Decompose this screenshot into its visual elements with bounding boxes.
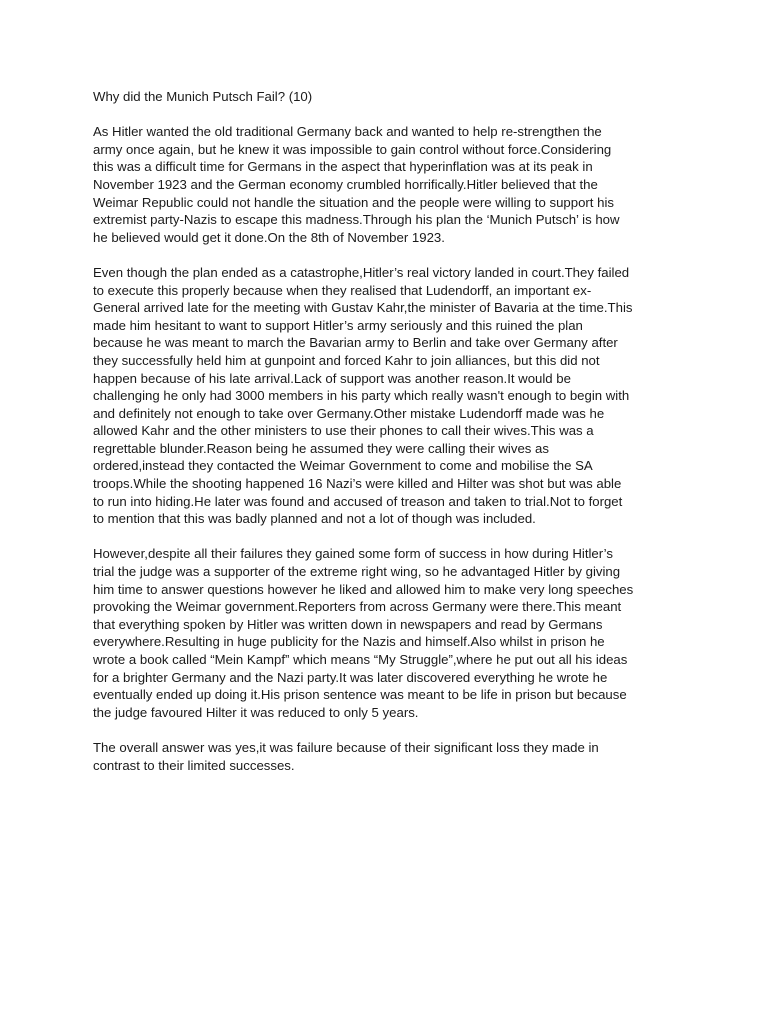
document-body xyxy=(93,88,693,792)
text-line: As Hitler wanted the old traditional Germany back and wanted to help re-strengthen the xyxy=(93,124,602,140)
text-line: army once again, but he knew it was impossible to gain control without force.Considering xyxy=(93,141,612,157)
text-line: and definitely not enough to take over Germany.Other mistake Ludendorff made was he xyxy=(93,405,605,421)
document-title: Why did the Munich Putsch Fail? (10) xyxy=(93,89,313,104)
text-line: made him hesitant to want to support Hitler’s army seriously and this ruined the plan xyxy=(93,317,583,333)
text-line: Even though the plan ended as a catastrophe,Hitler’s real victory landed in court.They failed xyxy=(93,264,630,280)
text-line: Weimar Republic could not handle the situation and the people were willing to support his xyxy=(93,194,614,210)
text-line: The overall answer was yes,it was failure because of their significant loss they made in xyxy=(93,739,599,755)
paragraph-4 xyxy=(93,739,693,774)
text-line: provoking the Weimar government.Reporters from across Germany were there.This meant xyxy=(93,599,622,615)
text-line: General arrived late for the meeting with Gustav Kahr,the minister of Bavaria at the time.This xyxy=(93,300,633,316)
text-line: troops.While the shooting happened 16 Nazi’s were killed and Hilter was shot but was able xyxy=(93,476,622,492)
text-line: they successfully held him at gunpoint and forced Kahr to join alliances, but this did not xyxy=(93,352,600,368)
text-line: However,despite all their failures they gained some form of success in how during Hitler’s xyxy=(93,546,613,562)
text-line: for a brighter Germany and the Nazi party.It was later discovered everything he wrote he xyxy=(93,669,608,685)
text-line: regrettable blunder.Reason being he assumed they were calling their wives as xyxy=(93,440,549,456)
paragraph-1 xyxy=(93,123,693,246)
text-line: contrast to their limited successes. xyxy=(93,757,295,773)
text-line: to mention that this was badly planned and not a lot of though was included. xyxy=(93,511,536,527)
text-line: ordered,instead they contacted the Weimar Government to come and mobilise the SA xyxy=(93,458,593,474)
text-line: him time to answer questions however he liked and allowed him to make very long speeches xyxy=(93,581,634,597)
text-line: to run into hiding.He later was found and accused of treason and taken to trial.Not to forget xyxy=(93,493,623,509)
text-line: trial the judge was a supporter of the extreme right wing, so he advantaged Hitler by giving xyxy=(93,564,621,580)
text-line: this was a difficult time for Germans in the aspect that hyperinflation was at its peak in xyxy=(93,159,593,175)
paragraph-2 xyxy=(93,264,693,528)
text-line: November 1923 and the German economy crumbled horrifically.Hitler believed that the xyxy=(93,176,598,192)
text-line: the judge favoured Hilter it was reduced to only 5 years. xyxy=(93,704,419,720)
text-line: wrote a book called “Mein Kampf” which means “My Struggle”,where he put out all his ideas xyxy=(93,652,628,667)
text-line: because he was meant to march the Bavarian army to Berlin and take over Germany after xyxy=(93,335,618,351)
paragraph-3 xyxy=(93,545,693,721)
text-line: everywhere.Resulting in huge publicity for the Nazis and himself.Also whilst in prison he xyxy=(93,634,605,650)
text-line: happen because of his late arrival.Lack of support was another reason.It would be xyxy=(93,370,571,386)
text-line: to execute this properly because when they realised that Ludendorff, an important ex- xyxy=(93,282,592,298)
text-line: extremist party-Nazis to escape this madness.Through his plan the ‘Munich Putsch’ is how xyxy=(93,212,620,228)
text-line: eventually ended up doing it.His prison sentence was meant to be life in prison but because xyxy=(93,687,627,703)
text-line: he believed would get it done.On the 8th of November 1923. xyxy=(93,229,445,245)
text-line: that everything spoken by Hitler was written down in newspapers and read by Germans xyxy=(93,616,603,632)
text-line: challenging he only had 3000 members in his party which really wasn't enough to begin with xyxy=(93,388,630,404)
text-line: allowed Kahr and the other ministers to use their phones to call their wives.This was a xyxy=(93,423,594,439)
